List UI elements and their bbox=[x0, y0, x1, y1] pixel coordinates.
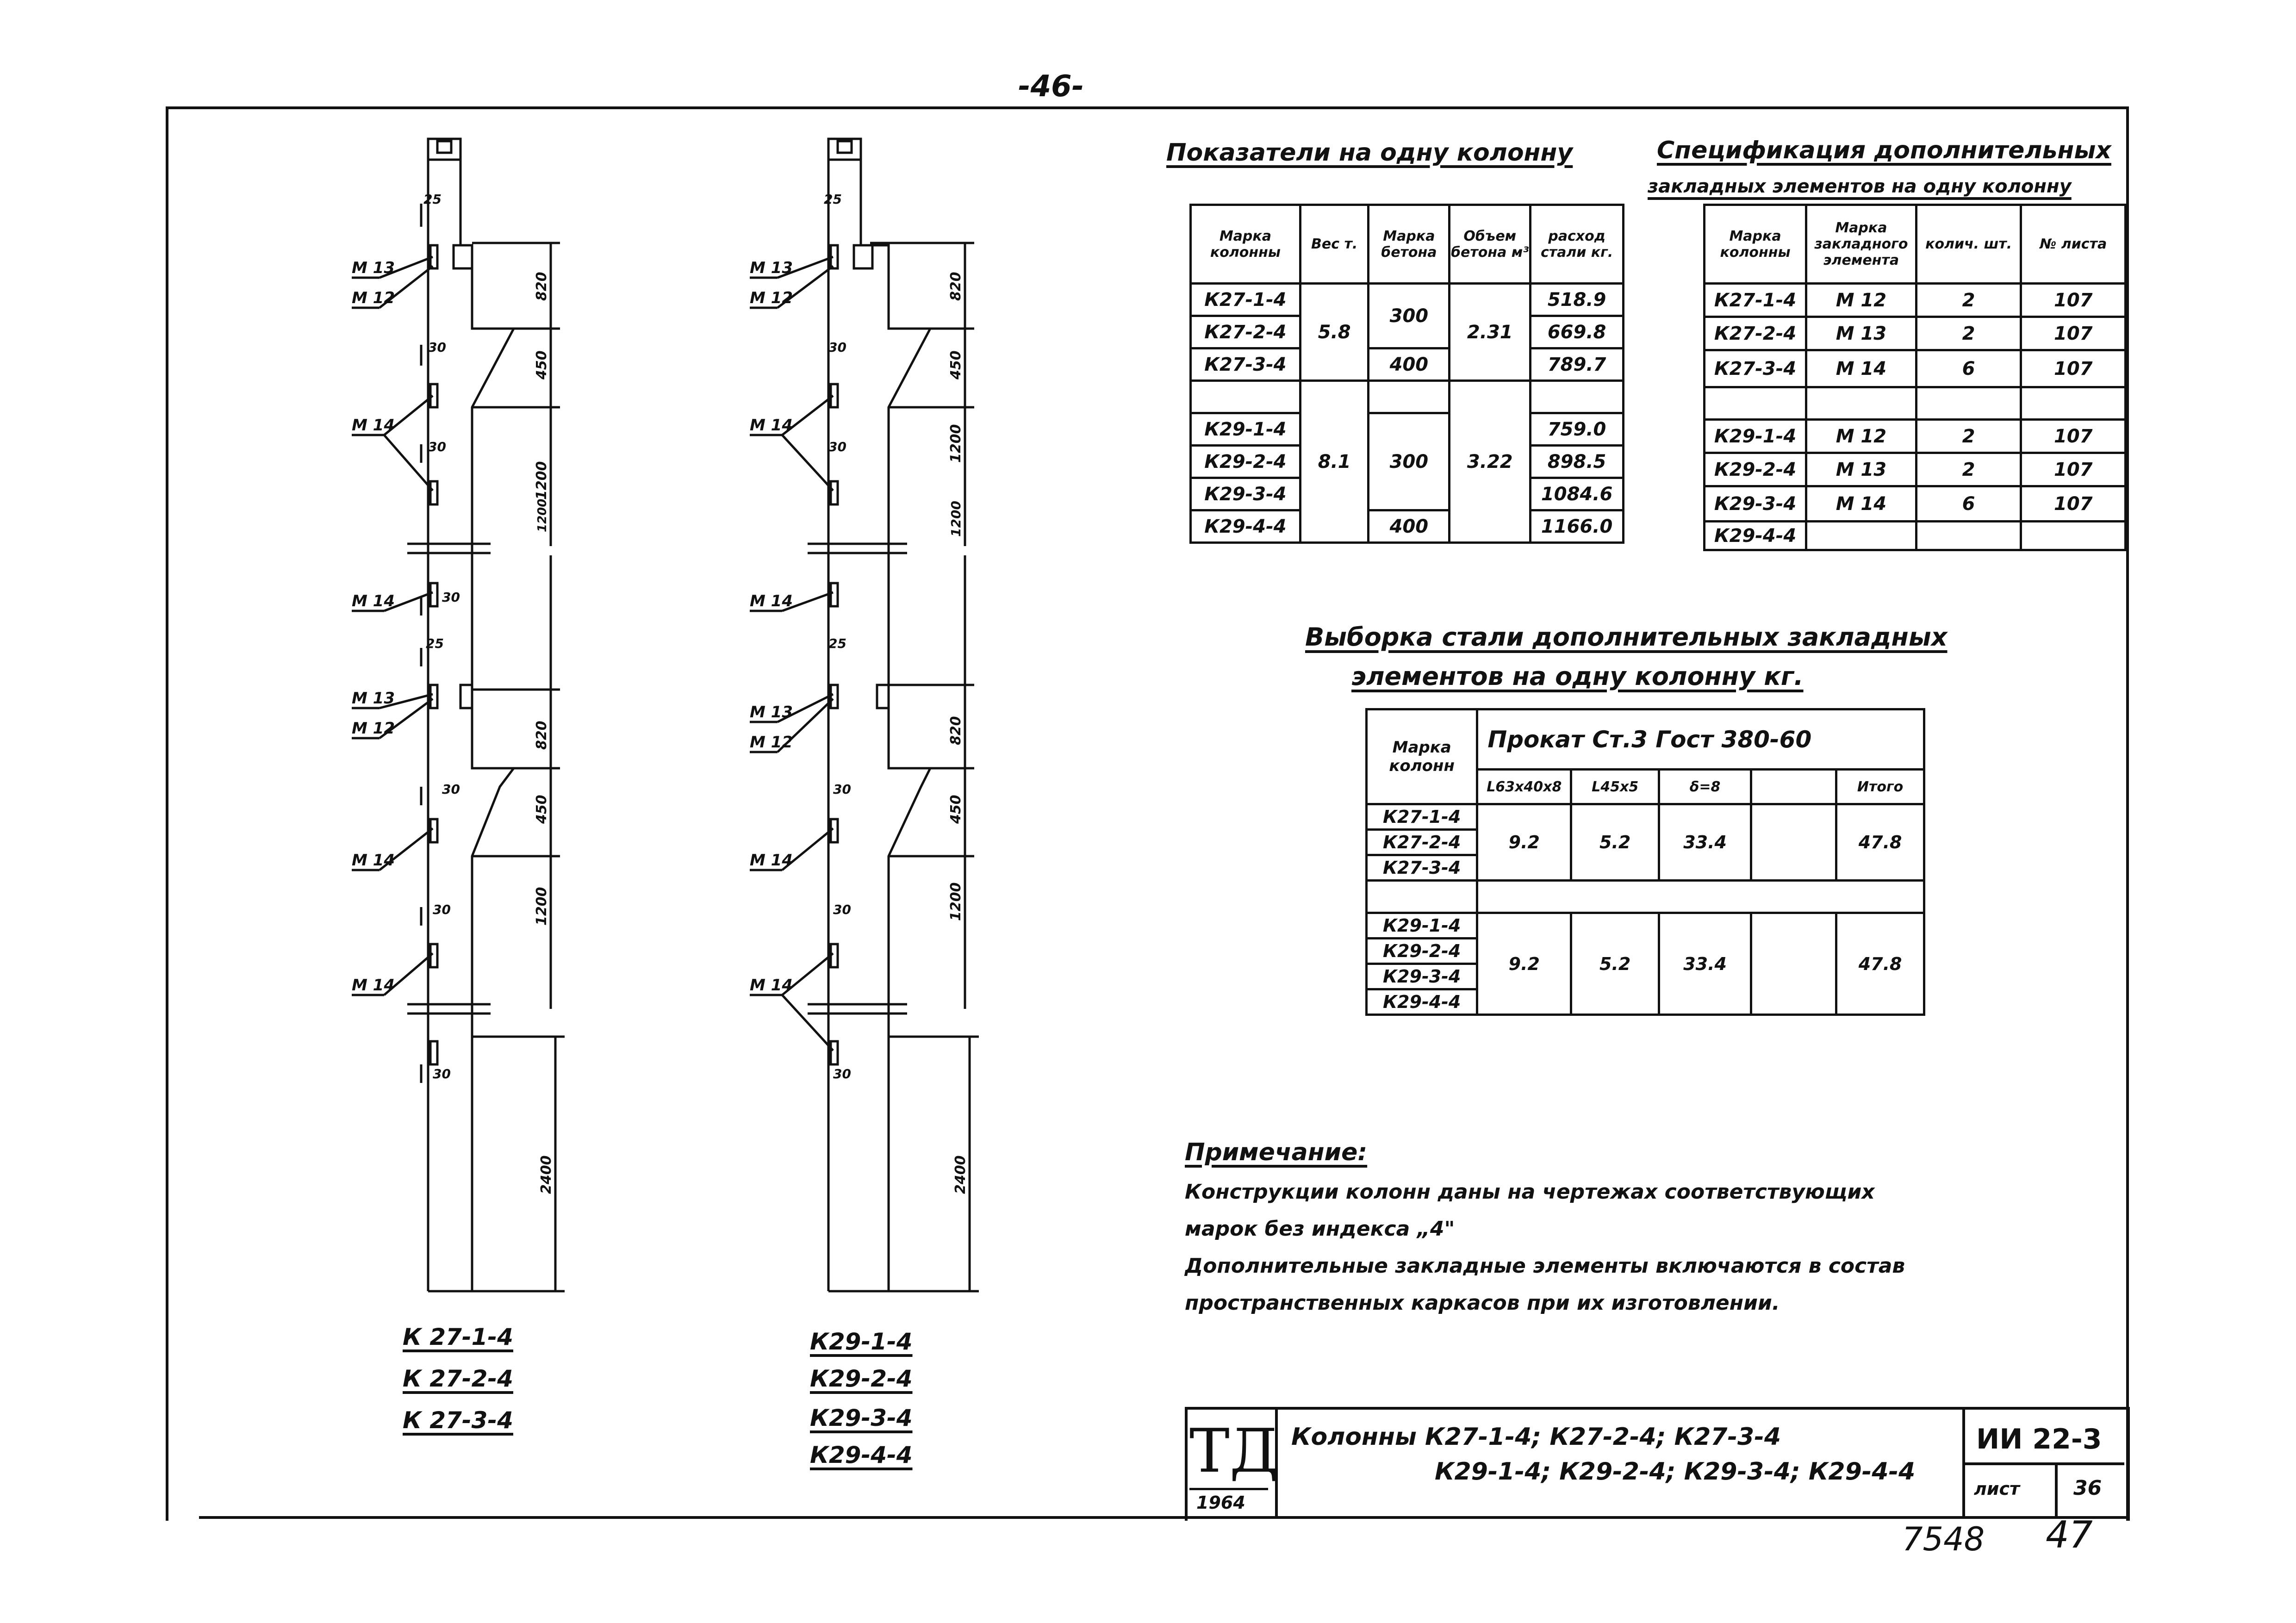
page-number: -46- bbox=[1018, 69, 1084, 104]
dim-2400: 2400 bbox=[952, 1155, 969, 1194]
column-outline-right bbox=[460, 160, 514, 1291]
t2-qty: 6 bbox=[1916, 350, 2021, 387]
column-mark-left-2: К 27-2-4 bbox=[403, 1365, 513, 1392]
t3-mark: К29-1-4 bbox=[1367, 913, 1477, 939]
t1-steel: 518.9 bbox=[1531, 284, 1624, 316]
t1-header-steel: расход стали кг. bbox=[1531, 205, 1624, 284]
t1-concrete: 400 bbox=[1369, 348, 1450, 381]
dim-820: 820 bbox=[948, 716, 964, 745]
t3-mark: К27-3-4 bbox=[1367, 855, 1477, 881]
t2-mark: К27-1-4 bbox=[1705, 284, 1806, 317]
t2-header-mark: Марка колонны bbox=[1705, 205, 1806, 284]
stamp-title-line1: Колонны К27-1-4; К27-2-4; К27-3-4 bbox=[1291, 1423, 1781, 1451]
break-line bbox=[407, 1004, 491, 1014]
column-k27 bbox=[352, 139, 565, 1291]
t3-value: 47.8 bbox=[1836, 804, 1924, 881]
dim-30: 30 bbox=[433, 1066, 451, 1082]
t3-value bbox=[1751, 913, 1836, 1015]
label-m14: M 14 bbox=[750, 976, 793, 995]
note-line-1: Конструкции колонн даны на чертежах соответствующих bbox=[1185, 1180, 1875, 1204]
t1-concrete: 400 bbox=[1369, 510, 1450, 543]
t1-spacer bbox=[1369, 381, 1450, 413]
column-mark-left-1: К 27-1-4 bbox=[403, 1324, 513, 1350]
t1-header-weight: Вес т. bbox=[1300, 205, 1369, 284]
table3-title-line2: элементов на одну колонну кг. bbox=[1351, 662, 1804, 691]
t3-value: 47.8 bbox=[1836, 913, 1924, 1015]
t3-sub-l63: L63x40x8 bbox=[1477, 770, 1571, 804]
dim-820: 820 bbox=[534, 272, 550, 301]
t2-qty: 2 bbox=[1916, 284, 2021, 317]
dim-1200: 1200 bbox=[948, 424, 964, 463]
t1-weight: 8.1 bbox=[1300, 381, 1369, 543]
label-m14: M 14 bbox=[352, 592, 395, 610]
label-m13: M 13 bbox=[750, 703, 793, 721]
t2-element: М 12 bbox=[1806, 284, 1916, 317]
dim-30: 30 bbox=[433, 902, 451, 917]
table2 bbox=[1703, 204, 2127, 551]
label-m13: M 13 bbox=[352, 259, 395, 277]
t2-header-element: Марка закладного элемента bbox=[1806, 205, 1916, 284]
t1-mark: К29-4-4 bbox=[1191, 510, 1300, 543]
t1-mark: К29-2-4 bbox=[1191, 446, 1300, 478]
stamp-sheet-number: 36 bbox=[2073, 1476, 2102, 1500]
column-k27-labels bbox=[352, 192, 554, 1194]
t1-mark: К29-1-4 bbox=[1191, 413, 1300, 446]
t3-value: 9.2 bbox=[1477, 804, 1571, 881]
t3-value: 5.2 bbox=[1571, 913, 1659, 1015]
t2-sheet: 107 bbox=[2021, 284, 2126, 317]
t2-element: М 13 bbox=[1806, 317, 1916, 350]
t1-mark: К27-2-4 bbox=[1191, 316, 1300, 348]
t2-qty: 2 bbox=[1916, 453, 2021, 486]
stamp-code: ИИ 22-3 bbox=[1976, 1423, 2102, 1455]
t1-spacer bbox=[1531, 381, 1624, 413]
t1-steel: 1166.0 bbox=[1531, 510, 1624, 543]
column-mark-right-3: К29-3-4 bbox=[810, 1405, 913, 1431]
title-block-divider bbox=[1962, 1462, 2124, 1465]
t2-qty: 2 bbox=[1916, 420, 2021, 453]
label-m14: M 14 bbox=[352, 416, 395, 435]
t1-steel: 759.0 bbox=[1531, 413, 1624, 446]
td-logo: ТД bbox=[1189, 1416, 1279, 1486]
t1-steel: 1084.6 bbox=[1531, 478, 1624, 510]
t2-mark: К29-3-4 bbox=[1705, 486, 1806, 522]
t3-sub-empty bbox=[1751, 770, 1836, 804]
table1-title: Показатели на одну колонну bbox=[1166, 139, 1573, 167]
dim-450: 450 bbox=[534, 350, 550, 379]
dim-30: 30 bbox=[833, 902, 851, 917]
t3-sub-total: Итого bbox=[1836, 770, 1924, 804]
t2-sheet: 107 bbox=[2021, 453, 2126, 486]
table2-title-line2: закладных элементов на одну колонну bbox=[1648, 176, 2072, 197]
break-line bbox=[808, 544, 907, 553]
column-mark-right-2: К29-2-4 bbox=[810, 1365, 913, 1392]
label-m12: M 12 bbox=[352, 289, 395, 307]
dim-1200: 1200 bbox=[948, 882, 964, 921]
table1 bbox=[1189, 204, 1624, 544]
t2-element: М 14 bbox=[1806, 486, 1916, 522]
t3-value: 9.2 bbox=[1477, 913, 1571, 1015]
dim-450: 450 bbox=[948, 795, 964, 824]
stamp-year: 1964 bbox=[1196, 1492, 1245, 1513]
column-mark-right-4: К29-4-4 bbox=[810, 1442, 913, 1468]
t3-value: 33.4 bbox=[1659, 913, 1751, 1015]
label-m12: M 12 bbox=[750, 289, 793, 307]
break-line bbox=[407, 544, 491, 553]
dim-25: 25 bbox=[423, 192, 442, 207]
dim-30: 30 bbox=[428, 340, 446, 355]
title-block-divider bbox=[2055, 1462, 2058, 1518]
t2-qty: 2 bbox=[1916, 317, 2021, 350]
t2-header-qty: колич. шт. bbox=[1916, 205, 2021, 284]
column-k29-labels bbox=[750, 192, 969, 1194]
note-title: Примечание: bbox=[1185, 1138, 1368, 1166]
label-m12: M 12 bbox=[352, 719, 395, 738]
t1-steel: 669.8 bbox=[1531, 316, 1624, 348]
note-line-4: пространственных каркасов при их изготовлении. bbox=[1185, 1291, 1780, 1315]
table2-title-line1: Спецификация дополнительных bbox=[1657, 137, 2111, 164]
note-line-2: марок без индекса „4" bbox=[1185, 1217, 1455, 1241]
dim-30: 30 bbox=[428, 439, 446, 454]
stamp-sheet-label: лист bbox=[1974, 1479, 2020, 1499]
column-drawings bbox=[0, 0, 1157, 1527]
t3-sub-delta: δ=8 bbox=[1659, 770, 1751, 804]
dim-25: 25 bbox=[824, 192, 842, 207]
t1-steel: 789.7 bbox=[1531, 348, 1624, 381]
t3-mark: К27-1-4 bbox=[1367, 804, 1477, 830]
t2-element: М 12 bbox=[1806, 420, 1916, 453]
break-line bbox=[808, 1004, 907, 1014]
table3 bbox=[1365, 708, 1925, 1016]
t3-mark: К29-2-4 bbox=[1367, 939, 1477, 964]
t1-mark: К27-3-4 bbox=[1191, 348, 1300, 381]
dim-1200: 1200 bbox=[948, 501, 964, 537]
dim-450: 450 bbox=[948, 350, 964, 379]
label-m14: M 14 bbox=[352, 851, 395, 870]
inventory-number: 7548 bbox=[1902, 1520, 1985, 1558]
t3-sub-l45: L45x5 bbox=[1571, 770, 1659, 804]
t1-volume: 2.31 bbox=[1450, 284, 1531, 381]
t2-mark: К29-2-4 bbox=[1705, 453, 1806, 486]
t2-qty: 6 bbox=[1916, 486, 2021, 522]
label-m14: M 14 bbox=[352, 976, 395, 995]
footer-page: 47 bbox=[2046, 1513, 2093, 1556]
t2-sheet: 107 bbox=[2021, 317, 2126, 350]
t2-mark: К29-1-4 bbox=[1705, 420, 1806, 453]
dim-1200: 1200 bbox=[535, 498, 549, 532]
dim-820: 820 bbox=[948, 272, 964, 301]
dim-1200: 1200 bbox=[534, 461, 550, 500]
t2-mark: К27-2-4 bbox=[1705, 317, 1806, 350]
dim-25: 25 bbox=[426, 636, 444, 651]
td-logo-underline bbox=[1189, 1488, 1268, 1490]
t1-mark: К27-1-4 bbox=[1191, 284, 1300, 316]
t3-mark: К27-2-4 bbox=[1367, 830, 1477, 855]
t2-element: М 13 bbox=[1806, 453, 1916, 486]
t3-value: 5.2 bbox=[1571, 804, 1659, 881]
t1-header-concrete: Марка бетона bbox=[1369, 205, 1450, 284]
t3-header-mark: Марка колонн bbox=[1367, 709, 1477, 804]
dim-1200: 1200 bbox=[534, 887, 550, 926]
dim-25: 25 bbox=[828, 636, 846, 651]
dim-30: 30 bbox=[833, 1066, 851, 1082]
label-m13: M 13 bbox=[750, 259, 793, 277]
t1-concrete: 300 bbox=[1369, 284, 1450, 348]
note-line-3: Дополнительные закладные элементы включаются в состав bbox=[1185, 1254, 1905, 1278]
label-m14: M 14 bbox=[750, 592, 793, 610]
label-m12: M 12 bbox=[750, 733, 793, 752]
t1-concrete: 300 bbox=[1369, 413, 1450, 510]
dim-2400: 2400 bbox=[538, 1155, 554, 1194]
t3-mark: К29-4-4 bbox=[1367, 989, 1477, 1015]
column-mark-right-1: К29-1-4 bbox=[810, 1328, 913, 1355]
label-m14: M 14 bbox=[750, 851, 793, 870]
t1-volume: 3.22 bbox=[1450, 381, 1531, 543]
t3-value: 33.4 bbox=[1659, 804, 1751, 881]
t2-mark: К27-3-4 bbox=[1705, 350, 1806, 387]
t1-header-mark: Марка колонны bbox=[1191, 205, 1300, 284]
dim-30: 30 bbox=[442, 590, 460, 605]
dim-30: 30 bbox=[442, 782, 460, 797]
dim-30: 30 bbox=[828, 439, 846, 454]
t2-element: М 14 bbox=[1806, 350, 1916, 387]
column-mark-left-3: К 27-3-4 bbox=[403, 1407, 513, 1434]
t2-sheet: 107 bbox=[2021, 486, 2126, 522]
stamp-title-line2: К29-1-4; К29-2-4; К29-3-4; К29-4-4 bbox=[1435, 1458, 1916, 1486]
t3-header-prokat: Прокат Ст.3 Гост 380-60 bbox=[1477, 709, 1924, 770]
t2-header-sheet: № листа bbox=[2021, 205, 2126, 284]
t1-spacer bbox=[1191, 381, 1300, 413]
t1-header-volume: Объем бетона м³ bbox=[1450, 205, 1531, 284]
t1-mark: К29-3-4 bbox=[1191, 478, 1300, 510]
t1-steel: 898.5 bbox=[1531, 446, 1624, 478]
label-m14: M 14 bbox=[750, 416, 793, 435]
label-m13: M 13 bbox=[352, 689, 395, 708]
column-outline-right bbox=[861, 160, 930, 1291]
dim-30: 30 bbox=[828, 340, 846, 355]
t1-weight: 5.8 bbox=[1300, 284, 1369, 381]
dim-820: 820 bbox=[534, 721, 550, 750]
dim-30: 30 bbox=[833, 782, 851, 797]
t2-sheet: 107 bbox=[2021, 420, 2126, 453]
t2-sheet: 107 bbox=[2021, 350, 2126, 387]
t3-mark: К29-3-4 bbox=[1367, 964, 1477, 989]
t2-mark: К29-4-4 bbox=[1705, 522, 1806, 550]
dim-450: 450 bbox=[534, 795, 550, 824]
t3-value bbox=[1751, 804, 1836, 881]
table3-title-line1: Выборка стали дополнительных закладных bbox=[1305, 622, 1948, 652]
